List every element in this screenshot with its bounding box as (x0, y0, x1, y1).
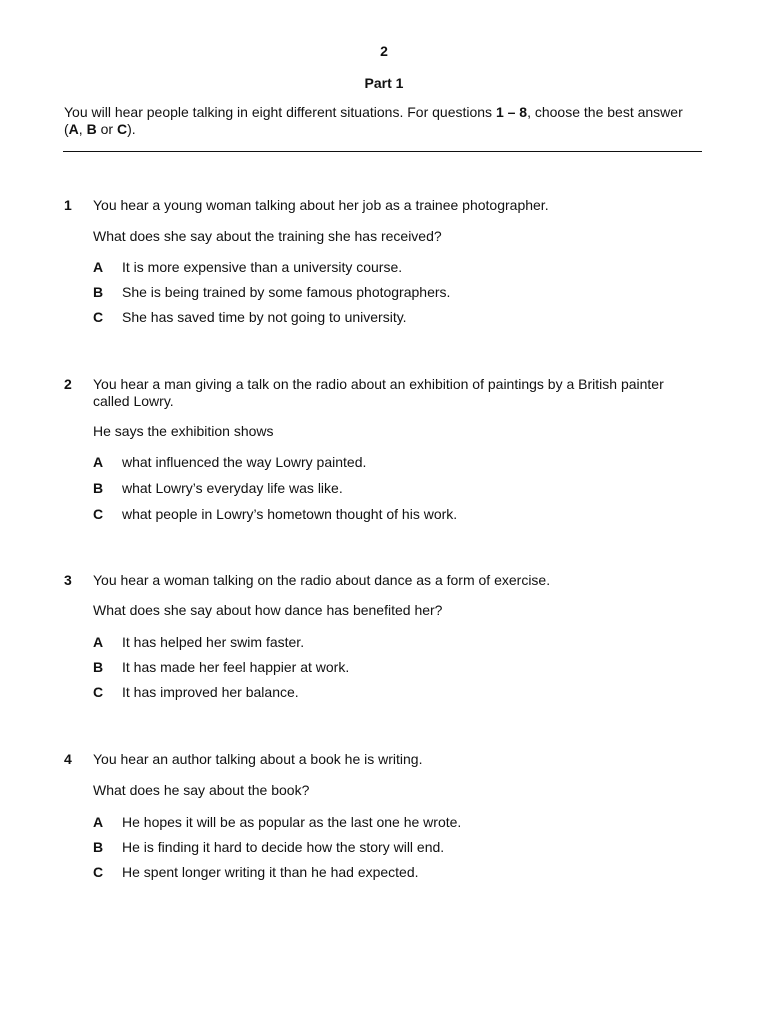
question-prompt: What does she say about how dance has benefited her? (93, 602, 443, 618)
option-text: It has helped her swim faster. (122, 634, 305, 650)
option-a[interactable] (93, 454, 683, 472)
option-text: what influenced the way Lowry painted. (122, 454, 367, 470)
option-letter: C (93, 506, 104, 522)
option-a[interactable] (93, 259, 683, 277)
option-text: what people in Lowry’s hometown thought of his work. (122, 506, 458, 522)
question-stem: You hear a young woman talking about her job as a trainee photographer. (93, 197, 549, 213)
instructions-option-b: B (86, 121, 97, 137)
instructions-text: You will hear people talking in eight different situations. For questions (64, 104, 496, 120)
option-letter: A (93, 634, 104, 650)
instructions (64, 104, 704, 138)
option-letter: A (93, 454, 104, 470)
instructions-range: 1 – 8 (495, 104, 528, 120)
option-letter: C (93, 864, 104, 880)
option-letter: B (93, 480, 104, 496)
option-c[interactable] (93, 864, 683, 882)
option-b[interactable] (93, 839, 683, 857)
question-stem: You hear a man giving a talk on the radio about an exhibition of paintings by a British painter called Lowry. (93, 376, 664, 409)
option-b[interactable] (93, 480, 683, 498)
option-b[interactable] (93, 284, 683, 302)
page-number: 2 (380, 43, 388, 59)
option-a[interactable] (93, 634, 683, 652)
question-prompt: What does she say about the training she has received? (93, 228, 442, 244)
question-number: 3 (64, 572, 72, 588)
question-number: 2 (64, 376, 72, 392)
question-number: 4 (64, 751, 72, 767)
question-prompt: He says the exhibition shows (93, 423, 274, 439)
option-b[interactable] (93, 659, 683, 677)
instructions-option-a: A (68, 121, 79, 137)
option-text: It has made her feel happier at work. (122, 659, 350, 675)
instructions-text: ). (127, 121, 136, 137)
instructions-text: , choose the best answer ( (64, 104, 683, 137)
question-number: 1 (64, 197, 72, 213)
instructions-option-c: C (116, 121, 128, 137)
option-text: It has improved her balance. (122, 684, 299, 700)
option-letter: A (93, 814, 104, 830)
part-title: Part 1 (364, 75, 404, 91)
question-stem: You hear a woman talking on the radio about dance as a form of exercise. (93, 572, 551, 588)
option-text: It is more expensive than a university course. (122, 259, 403, 275)
divider (63, 151, 702, 152)
option-a[interactable] (93, 814, 683, 832)
option-text: He spent longer writing it than he had expected. (122, 864, 419, 880)
option-c[interactable] (93, 684, 683, 702)
option-text: what Lowry’s everyday life was like. (122, 480, 343, 496)
instructions-text: , (78, 121, 87, 137)
option-letter: C (93, 309, 104, 325)
option-c[interactable] (93, 309, 683, 327)
option-letter: B (93, 284, 104, 300)
option-c[interactable] (93, 506, 683, 524)
instructions-text: or (96, 121, 117, 137)
option-letter: B (93, 659, 104, 675)
option-text: She has saved time by not going to university. (122, 309, 407, 325)
option-letter: C (93, 684, 104, 700)
option-text: He is finding it hard to decide how the story will end. (122, 839, 445, 855)
option-text: She is being trained by some famous photographers. (122, 284, 451, 300)
option-letter: A (93, 259, 104, 275)
option-text: He hopes it will be as popular as the last one he wrote. (122, 814, 462, 830)
option-letter: B (93, 839, 104, 855)
question-stem: You hear an author talking about a book he is writing. (93, 751, 423, 767)
question-prompt: What does he say about the book? (93, 782, 310, 798)
